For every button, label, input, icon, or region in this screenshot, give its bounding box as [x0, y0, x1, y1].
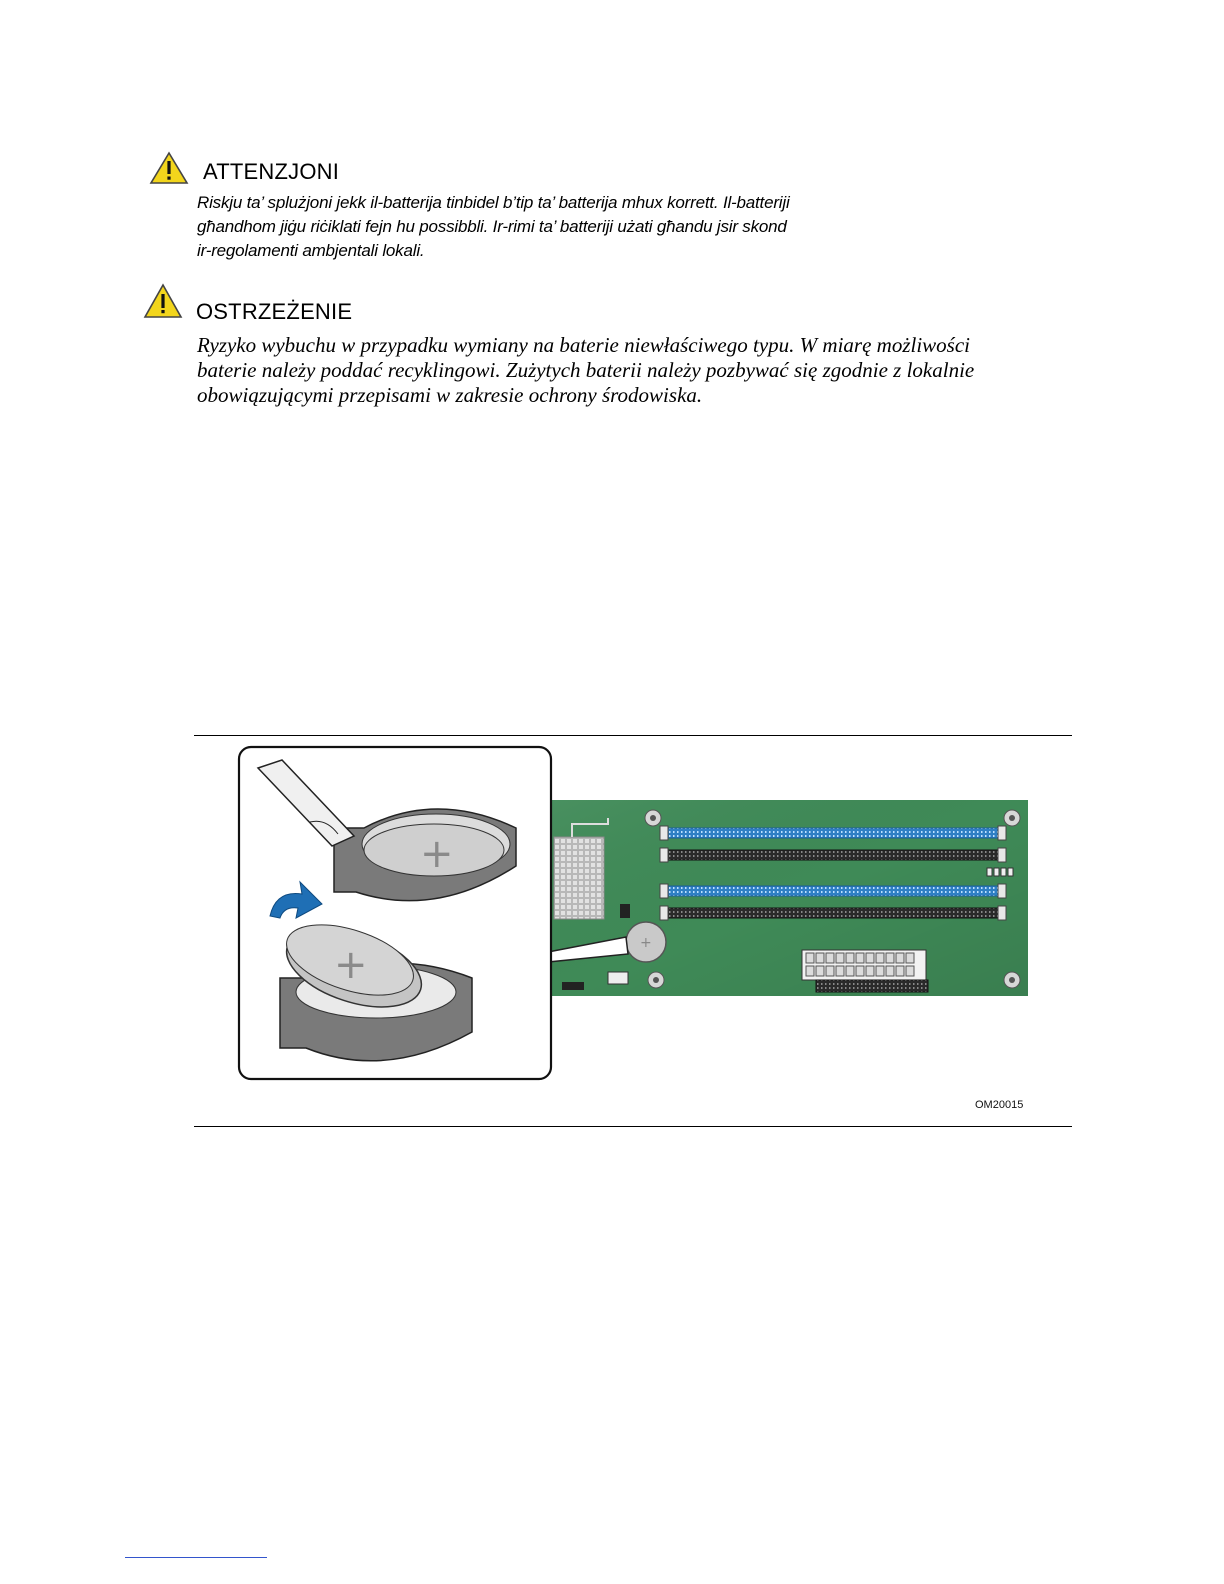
svg-text:+: +: [420, 831, 454, 877]
warning-triangle-icon: [143, 283, 183, 319]
figure-id-label: OM20015: [975, 1099, 1024, 1111]
warning-line: Riskju ta’ splużjoni jekk il-batterija tinbidel b’tip ta’ batterija mhux korrett. Il-batteriji: [197, 193, 790, 212]
warning-line: Ryzyko wybuchu w przypadku wymiany na baterie niewłaściwego typu. W miarę możliwości: [197, 333, 970, 357]
warning-triangle-icon: [149, 151, 189, 185]
warning-title-polish: OSTRZEŻENIE: [196, 299, 353, 324]
warning-title-maltese: ATTENZJONI: [203, 159, 340, 184]
warning-line: għandhom jiġu riċiklati fejn hu possibbli. Ir-rimi ta’ batteriji użati għandu jsir skond: [197, 217, 787, 236]
warning-line: baterie należy poddać recyklingowi. Zużytych baterii należy pozbywać się zgodnie z lokalnie: [197, 358, 975, 382]
figure-top-rule: [194, 735, 1072, 736]
warning-line: obowiązującymi przepisami w zakresie ochrony środowiska.: [197, 383, 703, 407]
battery-removal-inset: [239, 747, 551, 1079]
figure-bottom-rule: [194, 1126, 1072, 1127]
motherboard-illustration: [552, 800, 1028, 996]
warning-body-polish: [197, 333, 1057, 408]
warning-body-maltese: [197, 191, 957, 263]
svg-text:+: +: [334, 942, 368, 988]
warning-line: ir-regolamenti ambjentali lokali.: [197, 241, 425, 260]
footer-underline: [125, 1557, 267, 1558]
svg-text:+: +: [640, 935, 652, 951]
battery-replacement-figure: [236, 742, 1036, 1116]
